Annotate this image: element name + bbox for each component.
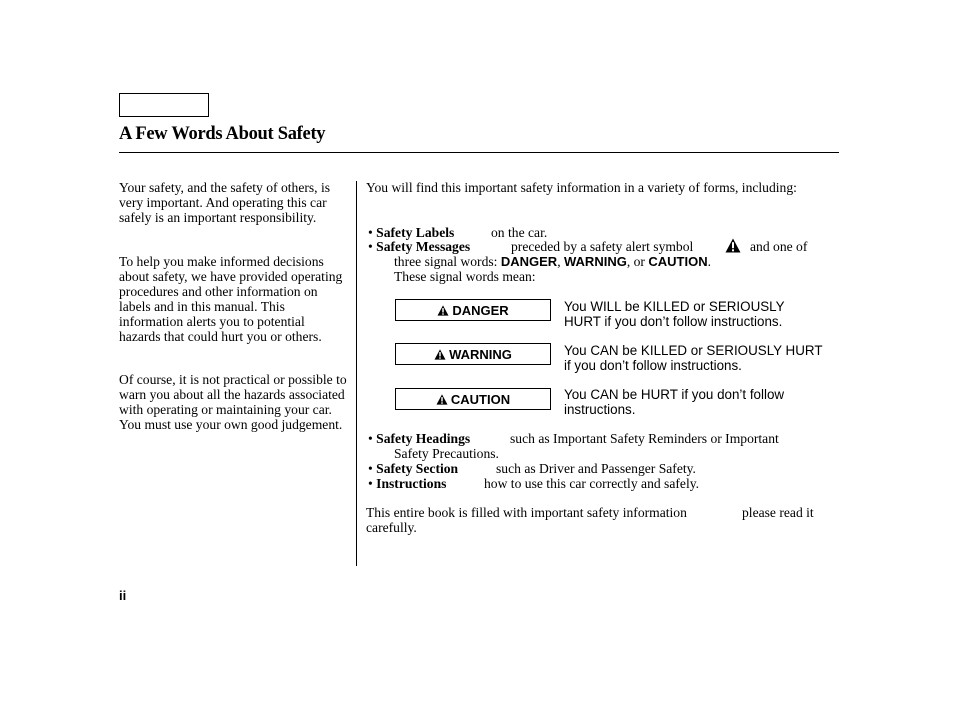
caution-label-box <box>395 388 551 410</box>
safety-labels-term: Safety Labels <box>376 225 455 240</box>
safety-messages-term: Safety Messages <box>376 239 471 254</box>
bullet: • <box>368 476 373 491</box>
signal-words-line <box>394 255 711 270</box>
signal-word-danger: DANGER <box>500 254 558 269</box>
period: . <box>707 254 711 269</box>
warning-triangle-icon <box>434 349 446 360</box>
signal-words-prefix: three signal words: <box>394 254 501 269</box>
page-title: A Few Words About Safety <box>119 124 326 144</box>
bullet-safety-headings <box>368 432 470 447</box>
comma: , <box>557 254 564 269</box>
safety-messages-desc: preceded by a safety alert symbol <box>511 239 694 254</box>
closing-line-2: carefully. <box>366 520 417 535</box>
closing-line-1: This entire book is filled with important safety information <box>366 505 687 520</box>
bullet-instructions <box>368 477 446 492</box>
page-number: ii <box>119 588 127 603</box>
danger-label-box <box>395 299 551 321</box>
safety-messages-desc-end: and one of <box>750 239 808 254</box>
warning-label-box <box>395 343 551 365</box>
danger-label-text: DANGER <box>452 302 509 318</box>
or-text: , or <box>626 254 649 269</box>
instructions-desc: how to use this car correctly and safely. <box>484 476 700 491</box>
instructions-term: Instructions <box>376 476 447 491</box>
signal-word-caution: CAUTION <box>648 254 708 269</box>
warning-label-text: WARNING <box>449 346 512 362</box>
title-rule <box>119 152 839 153</box>
warning-triangle-icon <box>437 305 449 316</box>
bullet-safety-messages <box>368 240 470 255</box>
caution-meaning: You CAN be HURT if you don’t follow instructions. <box>564 387 785 417</box>
safety-section-desc: such as Driver and Passenger Safety. <box>496 461 696 476</box>
column-divider <box>356 181 357 566</box>
danger-meaning: You WILL be KILLED or SERIOUSLY HURT if you don’t follow instructions. <box>564 299 785 329</box>
bullet-safety-section <box>368 462 458 477</box>
safety-headings-desc: such as Important Safety Reminders or Important <box>510 431 779 446</box>
left-paragraph-1: Your safety, and the safety of others, is very important. And operating this car safely is an important responsibility. <box>119 180 331 225</box>
intro-paragraph: You will find this important safety information in a variety of forms, including: <box>366 180 797 195</box>
warning-triangle-icon <box>436 394 448 405</box>
left-paragraph-2: To help you make informed decisions about safety, we have provided operating procedures and other information on labels and in this manual. This information alerts you to potential hazards that could hurt you or others. <box>119 254 343 344</box>
signal-words-mean: These signal words mean: <box>394 269 536 284</box>
bullet: • <box>368 431 373 446</box>
bullet: • <box>368 225 373 240</box>
warning-meaning: You CAN be KILLED or SERIOUSLY HURT if you don’t follow instructions. <box>564 343 823 373</box>
caution-label-text: CAUTION <box>450 391 511 407</box>
bullet: • <box>368 461 373 476</box>
safety-headings-term: Safety Headings <box>376 431 471 446</box>
safety-headings-desc-2: Safety Precautions. <box>394 446 499 461</box>
left-paragraph-3: Of course, it is not practical or possible to warn you about all the hazards associated with operating or maintaining your car. You must use your own good judgement. <box>119 372 347 432</box>
section-tab-box <box>119 93 209 117</box>
bullet: • <box>368 239 373 254</box>
signal-word-warning: WARNING <box>563 254 627 269</box>
safety-alert-symbol-icon <box>725 238 741 253</box>
closing-line-1-end: please read it <box>742 505 814 520</box>
safety-labels-desc: on the car. <box>491 225 548 240</box>
safety-section-term: Safety Section <box>376 461 459 476</box>
